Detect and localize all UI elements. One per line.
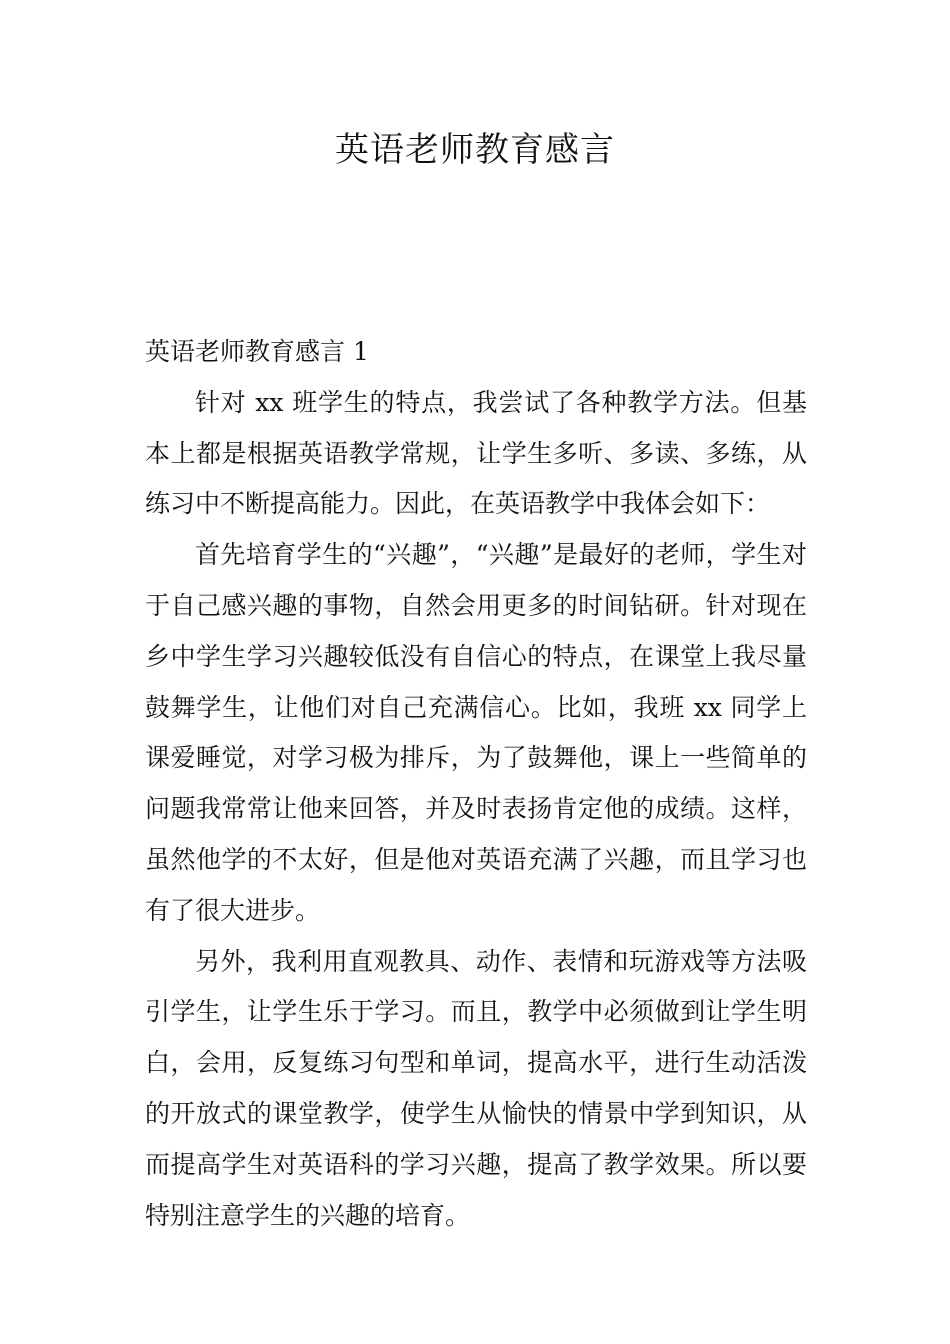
- document-title: 英语老师教育感言: [335, 130, 615, 170]
- document-body: [145, 327, 807, 1241]
- section-heading: 英语老师教育感言 1: [145, 337, 369, 366]
- paragraph-2: 首先培育学生的“兴趣”，“兴趣”是最好的老师，学生对于自己感兴趣的事物，自然会用更多的时间钻研。针对现在乡中学生学习兴趣较低没有自信心的特点，在课堂上我尽量鼓舞学生，让他们对自己充满信心。比如，我班 xx 同学上课爱睡觉，对学习极为排斥，为了鼓舞他，课上一些简单的问题我常常让他来回答，并及时表扬肯定他的成绩。这样，虽然他学的不太好，但是他对英语充满了兴趣，而且学习也有了很大进步。: [145, 540, 807, 925]
- paragraph-3: 另外，我利用直观教具、动作、表情和玩游戏等方法吸引学生，让学生乐于学习。而且，教学中必须做到让学生明白，会用，反复练习句型和单词，提高水平，进行生动活泼的开放式的课堂教学，使学生从愉快的情景中学到知识，从而提高学生对英语科的学习兴趣，提高了教学效果。所以要特别注意学生的兴趣的培育。: [145, 946, 807, 1230]
- paragraph-1: 针对 xx 班学生的特点，我尝试了各种教学方法。但基本上都是根据英语教学常规，让学生多听、多读、多练，从练习中不断提高能力。因此，在英语教学中我体会如下：: [145, 387, 807, 519]
